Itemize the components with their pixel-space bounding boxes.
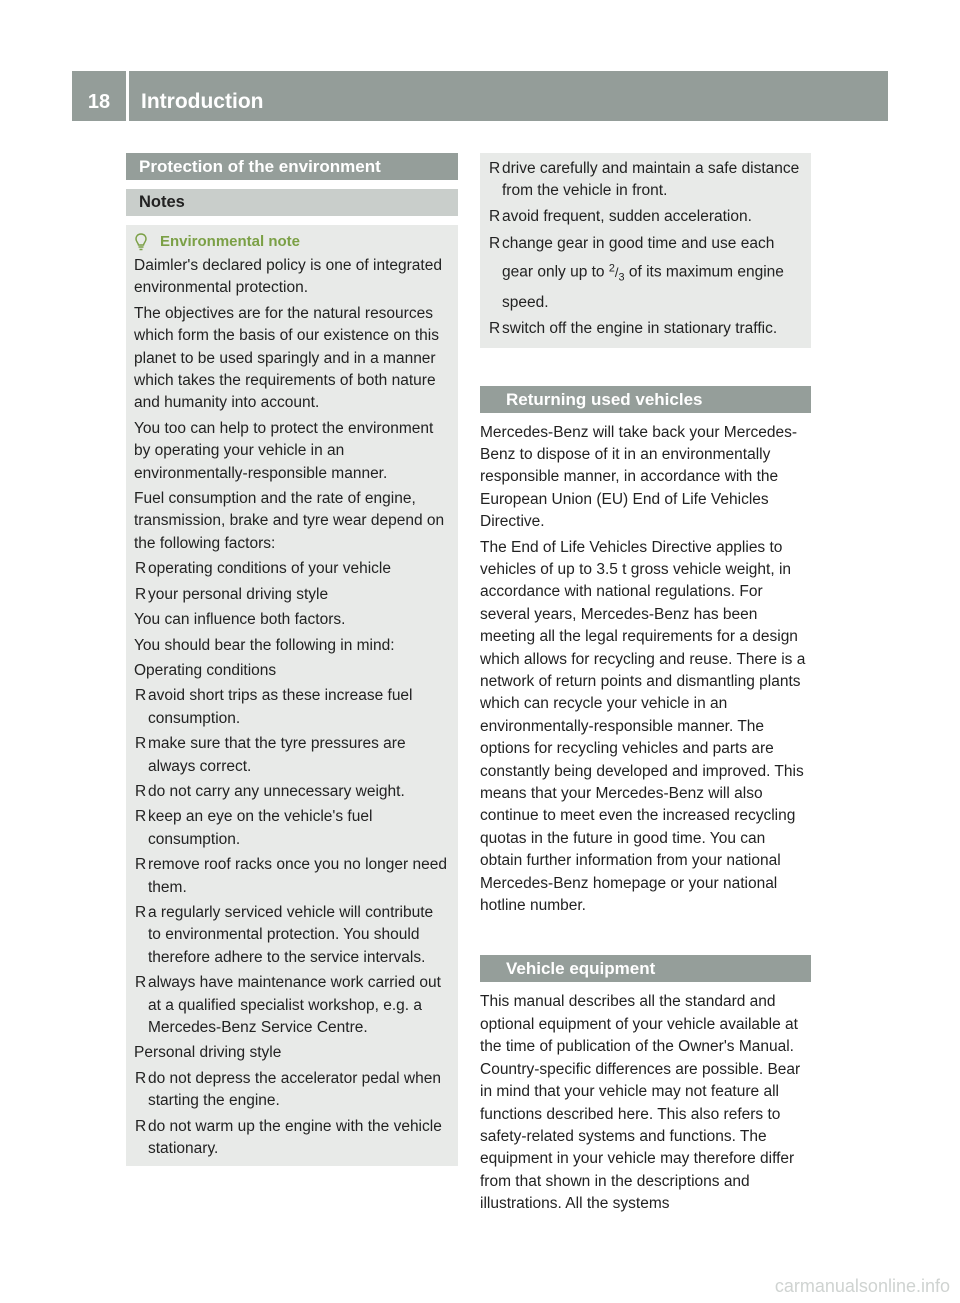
paragraph: The End of Life Vehicles Directive applies to vehicles of up to 3.5 t gross vehicle weight, in accordance with national regulations. For several years, Mercedes-Benz has been meeting all the legal requirements for a design which allows for recycling and reuse. There is a network of return points and dismantling plants which can recycle your vehicle in an environmentally-responsible manner. The options for recycling vehicles and parts are constantly being developed and improved. This means that your Mercedes-Benz will also continue to meet even the increased recycling quotas in the future in good time. You can obtain further information from your national Mercedes-Benz homepage or your national hotline number. (480, 538, 806, 915)
bullet-marker: R (135, 782, 147, 800)
bullet-marker: R (135, 735, 147, 753)
bullet-marker: R (489, 160, 501, 177)
fraction: $^2/_3$ (608, 262, 625, 284)
list-item: R do not carry any unnecessary weight. (134, 781, 450, 803)
paragraph: This manual describes all the standard and optional equipment of your vehicle available at the time of publication of the Owner's Manual. Country-specific differences are possible. Bear in mind that your vehicle may not feature all functions described here. This also refers to safety-related systems and functions. The equipment in your vehicle may therefore differ from that shown in the descriptions and illustrations. All the systems (480, 993, 801, 1213)
paragraph: You should bear the following in mind: (134, 636, 395, 654)
list-item: R remove roof racks once you no longer need them. (135, 856, 447, 896)
list-item: R keep an eye on the vehicle's fuel consumption. (135, 808, 373, 848)
list-item: R avoid frequent, sudden acceleration. (488, 206, 803, 228)
list-item: R do not warm up the engine with the vehicle stationary. (135, 1117, 442, 1158)
page-header (72, 71, 888, 121)
page-number: 18 (87, 91, 111, 113)
bullet-marker: R (135, 1117, 147, 1135)
lightbulb-icon (135, 233, 147, 251)
bullet-marker: R (135, 903, 147, 921)
bullet-marker: R (135, 856, 147, 874)
list-item: R always have maintenance work carried out at a qualified specialist workshop, e.g. a Mercedes-Benz Service Centre. (135, 974, 441, 1036)
bullet-marker: R (135, 1069, 147, 1087)
right-column (480, 153, 811, 1216)
list-item: R switch off the engine in stationary traffic. (488, 318, 803, 340)
subsection-title-notes: Notes (126, 189, 458, 216)
list-item: R change gear in good time and use each gear only up to $^2/_3$ of its maximum engine speed. (488, 231, 803, 315)
bullet-marker: R (489, 207, 501, 225)
list-item: R do not depress the accelerator pedal when starting the engine. (135, 1069, 441, 1110)
note-heading-text: Environmental note (160, 233, 301, 250)
list-item: R a regularly serviced vehicle will contribute to environmental protection. You should therefore adhere to the service intervals. (135, 903, 434, 966)
bullet-marker: R (135, 585, 147, 603)
watermark: carmanualsonline.info (774, 1276, 950, 1296)
subheading-operating-conditions: Operating conditions (134, 661, 277, 679)
left-column (126, 153, 458, 1166)
paragraph: Fuel consumption and the rate of engine, transmission, brake and tyre wear depend on the following factors: (134, 490, 445, 552)
bullet-marker: R (135, 808, 147, 826)
bullet-marker: R (135, 974, 147, 992)
bullet-marker: R (489, 235, 501, 253)
environmental-note-box-continued (480, 153, 811, 348)
section-title-returning-vehicles: Returning used vehicles (480, 386, 811, 413)
bullet-marker: R (489, 320, 501, 338)
paragraph: You can influence both factors. (134, 611, 346, 629)
paragraph: Mercedes-Benz will take back your Mercedes-Benz to dispose of it in an environmentally responsible manner, in accordance with the European Union (EU) End of Life Vehicles Directive. (480, 423, 798, 531)
section-title-vehicle-equipment: Vehicle equipment (480, 955, 811, 982)
paragraph: You too can help to protect the environment by operating your vehicle in an environmentally-responsible manner. (134, 419, 434, 482)
chapter-title: Introduction (141, 90, 264, 113)
section-title-environment: Protection of the environment (126, 153, 458, 180)
note-heading (126, 229, 450, 255)
environmental-note-box (126, 225, 458, 1166)
list-item: R drive carefully and maintain a safe distance from the vehicle in front. (489, 160, 800, 200)
subheading-personal-driving-style: Personal driving style (134, 1044, 282, 1062)
list-item: R avoid short trips as these increase fuel consumption. (135, 687, 413, 727)
header-divider (126, 71, 129, 121)
list-item: R your personal driving style (134, 584, 450, 606)
list-item: R operating conditions of your vehicle (134, 558, 450, 580)
bullet-marker: R (135, 687, 147, 705)
paragraph: The objectives are for the natural resources which form the basis of our existence on this planet to be used sparingly and in a manner which takes the requirements of both nature and humanity into account. (134, 304, 439, 412)
bullet-marker: R (135, 560, 147, 578)
paragraph: Daimler's declared policy is one of integrated environmental protection. (134, 257, 442, 297)
list-item: R make sure that the tyre pressures are always correct. (135, 735, 406, 775)
